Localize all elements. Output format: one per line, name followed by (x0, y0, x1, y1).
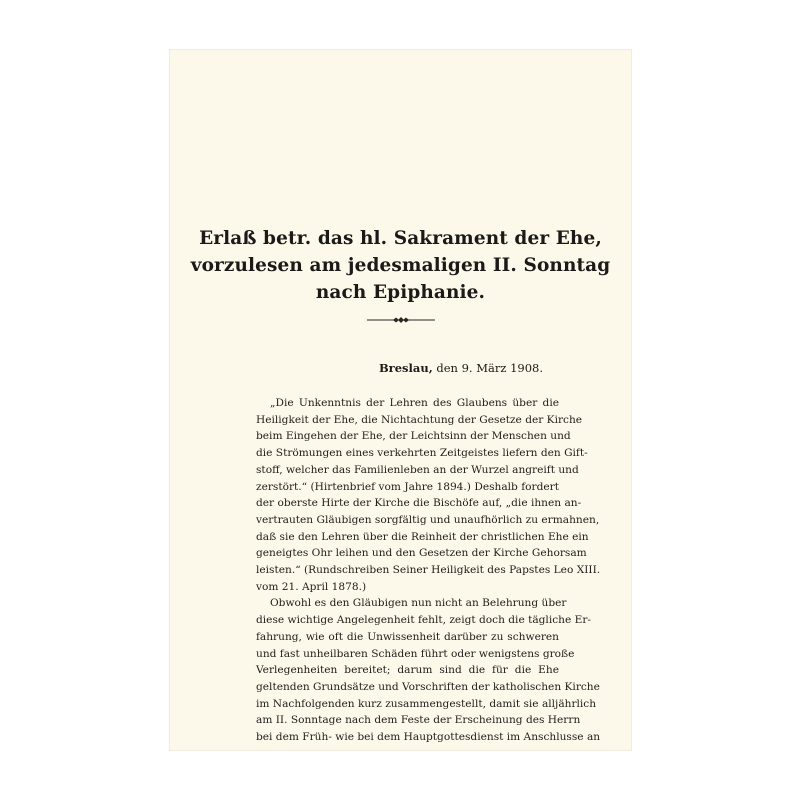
text-line: zerstört.“ (Hirtenbrief vom Jahre 1894.) Deshalb fordert (256, 480, 559, 493)
text-line: am II. Sonntage nach dem Feste der Erscheinung des Herrn (256, 714, 581, 727)
date-text: den 9. März 1908. (436, 361, 543, 375)
text-line: geltenden Grundsätze und Vorschriften der katholischen Kirche (256, 680, 600, 693)
text-line: bei dem Früh- wie bei dem Hauptgottesdienst im Anschlusse an (256, 731, 601, 744)
text-line: diese wichtige Angelegenheit fehlt, zeigt doch die tägliche Er- (256, 614, 591, 627)
place-name: Breslau, (378, 361, 433, 375)
text-line: geneigtes Ohr leihen und den Gesetzen der Kirche Gehorsam (256, 547, 587, 560)
text-line: vom 21. April 1878.) (256, 580, 367, 593)
place-date-line (379, 361, 543, 375)
document-page (170, 50, 631, 750)
text-line: leisten.“ (Rundschreiben Seiner Heiligkeit des Papstes Leo XIII. (256, 564, 601, 577)
text-line: stoff, welcher das Familienleben an der Wurzel angreift und (256, 463, 579, 476)
text-line: fahrung, wie oft die Unwissenheit darüber zu schweren (256, 630, 559, 643)
title-line-3: nach Epiphanie. (315, 282, 486, 303)
body-text (256, 395, 601, 746)
document-title (170, 225, 631, 306)
text-line: Obwohl es den Gläubigen nun nicht an Belehrung über (270, 597, 567, 610)
text-line: die Strömungen eines verkehrten Zeitgeistes liefern den Gift- (256, 447, 588, 460)
text-line: Heiligkeit der Ehe, die Nichtachtung der Gesetze der Kirche (256, 413, 583, 426)
text-line: im Nachfolgenden kurz zusammengestellt, damit sie alljährlich (256, 697, 597, 710)
text-line: der oberste Hirte der Kirche die Bischöfe auf, „die ihnen an- (256, 497, 582, 510)
text-line: daß sie den Lehren über die Reinheit der christlichen Ehe ein (256, 530, 589, 543)
title-line-1: Erlaß betr. das hl. Sakrament der Ehe, (199, 228, 602, 249)
text-line: „Die Unkenntnis der Lehren des Glaubens über die (270, 397, 559, 409)
text-line: beim Eingehen der Ehe, der Leichtsinn der Menschen und (256, 430, 571, 443)
text-line: Verlegenheiten bereitet; darum sind die für die Ehe (256, 664, 559, 677)
text-line: und fast unheilbaren Schäden führt oder wenigstens große (256, 647, 575, 660)
title-line-2: vorzulesen am jedesmaligen II. Sonntag (190, 255, 611, 276)
text-line: vertrauten Gläubigen sorgfältig und unaufhörlich zu ermahnen, (256, 513, 600, 526)
ornament-divider (367, 316, 435, 324)
